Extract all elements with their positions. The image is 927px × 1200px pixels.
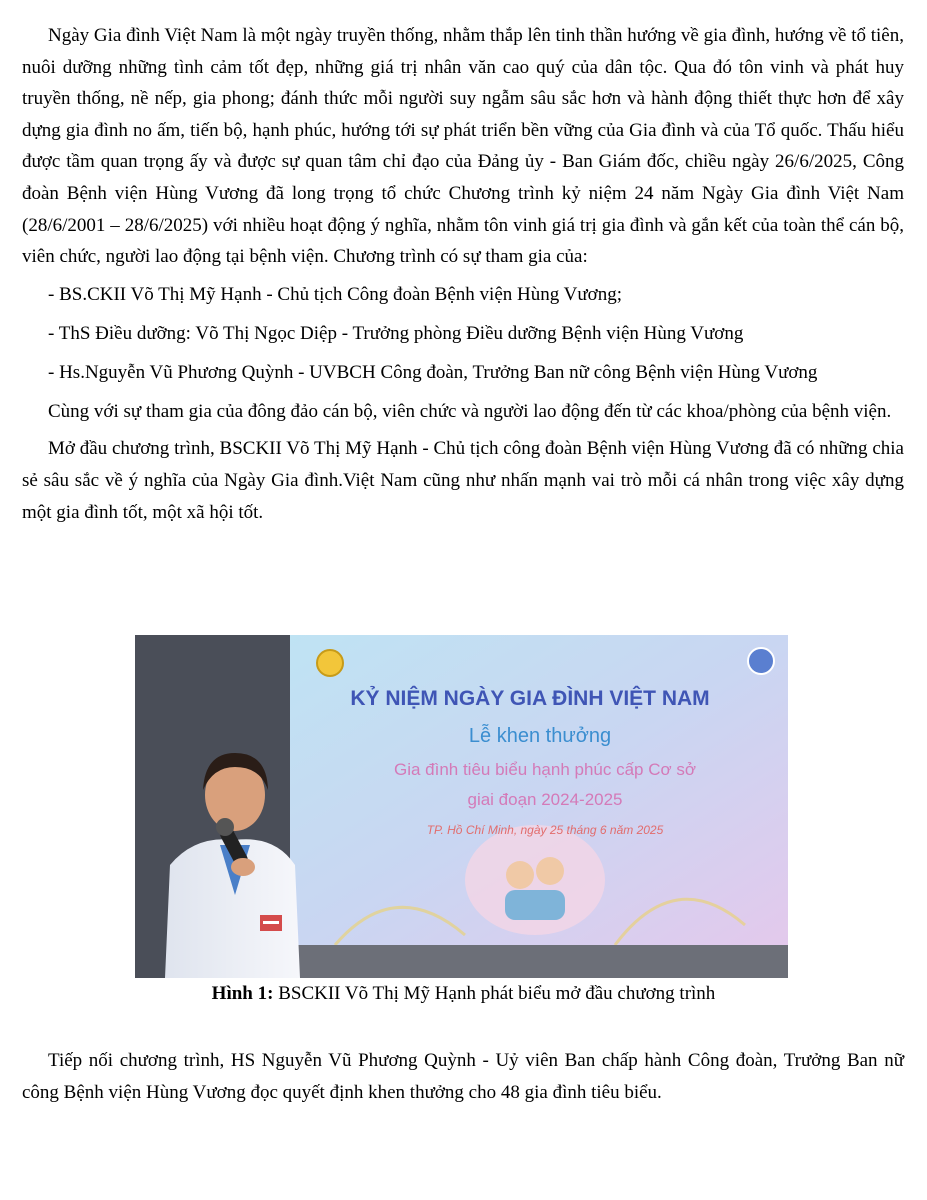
caption-label: Hình 1: — [211, 983, 274, 1004]
caption-text: BSCKII Võ Thị Mỹ Hạnh phát biểu mở đầu chương trình — [273, 983, 716, 1004]
participant-item: - Hs.Nguyễn Vũ Phương Quỳnh - UVBCH Công đoàn, Trưởng Ban nữ công Bệnh viện Hùng Vương — [48, 361, 818, 383]
article-continuation — [22, 1045, 904, 1108]
screen-line-1: Gia đình tiêu biểu hạnh phúc cấp Cơ sở — [393, 760, 697, 779]
intro-paragraph: Ngày Gia đình Việt Nam là một ngày truyền thống, nhằm thắp lên tinh thần hướng về gia đình, hướng về tổ tiên, nuôi dưỡng những tình cảm tốt đẹp, những giá trị nhân văn cao quý của dân tộc. Qua đó tôn vinh và phát huy truyền thống, nề nếp, gia phong; đánh thức mỗi người suy ngẫm sâu sắc hơn và hành động thiết thực hơn để xây dựng gia đình no ấm, tiến bộ, hạnh phúc, hướng tới sự phát triển bền vững của Gia đình và của Tổ quốc. Thấu hiểu được tầm quan trọng ấy và được sự quan tâm chỉ đạo của Đảng ủy - Ban Giám đốc, chiều ngày 26/6/2025, Công đoàn Bệnh viện Hùng Vương đã long trọng tổ chức Chương trình kỷ niệm 24 năm Ngày Gia đình Việt Nam (28/6/2001 – 28/6/2025) với nhiều hoạt động ý nghĩa, nhằm tôn vinh giá trị gia đình và gắn kết của toàn thể cán bộ, viên chức, người lao động tại bệnh viện. Chương trình có sự tham gia của: — [22, 25, 904, 268]
screen-place-date: TP. Hồ Chí Minh, ngày 25 tháng 6 năm 2025 — [426, 823, 664, 837]
participant-item: - ThS Điều dưỡng: Võ Thị Ngọc Diệp - Trưởng phòng Điều dưỡng Bệnh viện Hùng Vương — [48, 322, 744, 344]
figure-caption — [0, 982, 927, 1006]
closing-paragraph: Tiếp nối chương trình, HS Nguyễn Vũ Phương Quỳnh - Uỷ viên Ban chấp hành Công đoàn, Trưởng Ban nữ công Bệnh viện Hùng Vương đọc quyết định khen thưởng cho 48 gia đình tiêu biểu. — [22, 1050, 904, 1103]
opening-paragraph: Mở đầu chương trình, BSCKII Võ Thị Mỹ Hạnh - Chủ tịch công đoàn Bệnh viện Hùng Vương đã có những chia sẻ sâu sắc về ý nghĩa của Ngày Gia đình.Việt Nam cũng như nhấn mạnh vai trò mỗi cá nhân trong việc xây dựng một gia đình tốt, một xã hội tốt. — [22, 438, 904, 523]
attendance-paragraph: Cùng với sự tham gia của đông đảo cán bộ, viên chức và người lao động đến từ các khoa/phòng của bệnh viện. — [48, 400, 892, 422]
screen-line-2: giai đoạn 2024-2025 — [467, 790, 623, 809]
screen-subtitle: Lễ khen thưởng — [468, 725, 612, 747]
participant-item: - BS.CKII Võ Thị Mỹ Hạnh - Chủ tịch Công đoàn Bệnh viện Hùng Vương; — [48, 283, 622, 305]
screen-title: KỶ NIỆM NGÀY GIA ĐÌNH VIỆT NAM — [350, 687, 710, 710]
article-body — [22, 20, 904, 528]
event-photo — [135, 635, 788, 978]
